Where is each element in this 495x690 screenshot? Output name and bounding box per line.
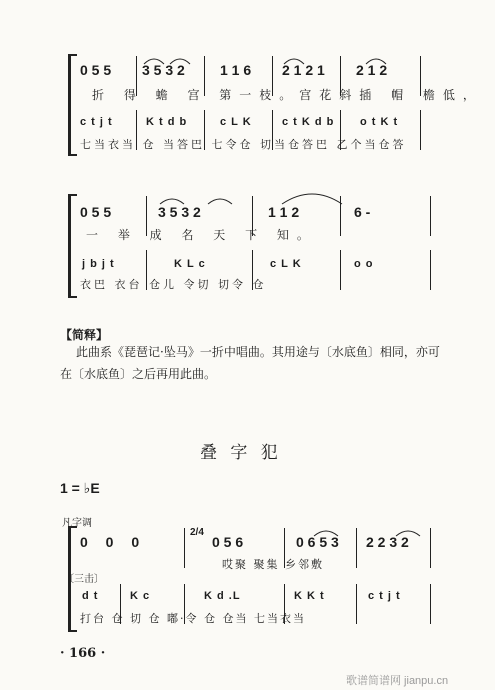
note-measure-1: 0 0 0 [80, 534, 140, 550]
annotation-body-line-2: 在〔水底鱼〕之后再用此曲。 [60, 367, 217, 381]
system-brace [68, 194, 77, 298]
annotation-title: 【简释】 [60, 328, 109, 342]
lyrics-line-1: 折 得 蟾 宫 第一枝。宫花斜插 帽 檐低， [92, 88, 483, 102]
perc-measure-4: K K t [294, 590, 325, 602]
note-measure-3: 0 6 5 3 [296, 534, 339, 550]
perc-labels-line-3: 打台 仓 切 仓 嘟·令 仓 仓当 七当衣当 [80, 612, 306, 625]
key-signature: 1 = ♭E [60, 480, 100, 496]
note-measure-2: 3 5 3 2 [158, 204, 201, 220]
perc-measure-4: o o [354, 258, 374, 270]
perc-measure-1: c t j t [80, 116, 113, 128]
perc-measure-1: j b j t [82, 258, 115, 270]
perc-measure-4: c t K d b [282, 116, 335, 128]
annotation-body-line-1: 此曲系《琵琶记·坠马》一折中唱曲。其用途与〔水底鱼〕相同，亦可 [76, 345, 440, 359]
perc-measure-3: K d .L [204, 590, 241, 602]
perc-measure-2: K t d b [146, 116, 188, 128]
note-measure-3: 1 1 6 [220, 62, 252, 78]
bar-line [340, 250, 341, 290]
bar-line [356, 584, 357, 624]
lyrics-line-3: 哎聚 聚集 乡邻敷 [222, 558, 324, 571]
page-number: · 166 · [60, 646, 106, 661]
note-measure-1: 0 5 5 [80, 62, 112, 78]
perc-measure-2: K L c [174, 258, 206, 270]
perc-measure-3: c L K [270, 258, 302, 270]
system-brace [68, 54, 77, 156]
bar-line [430, 584, 431, 624]
note-measure-4: 2 1 2 1 [282, 62, 325, 78]
bar-line [430, 196, 431, 236]
note-measure-1: 0 5 5 [80, 204, 112, 220]
note-measure-4: 2 2 3 2 [366, 534, 409, 550]
perc-measure-1: d t [82, 590, 99, 602]
perc-measure-3: c L K [220, 116, 252, 128]
bar-line [184, 528, 185, 568]
bar-line [430, 250, 431, 290]
note-measure-4: 6 - [354, 204, 371, 220]
watermark: 歌谱简谱网 jianpu.cn [346, 675, 449, 687]
section-title: 叠 字 犯 [200, 443, 282, 463]
perc-labels-line-1: 七当衣当 仓 当答巴 七令仓 切当仓答巴 乙个当仓答 [80, 138, 407, 151]
perc-measure-5: c t j t [368, 590, 401, 602]
perc-labels-line-2: 衣巴 衣台 仓儿 令切 切令 仓 [80, 278, 267, 291]
note-measure-2: 3 5 3 2 [142, 62, 185, 78]
mode-label: 凡字调 [62, 518, 92, 529]
bar-line [420, 110, 421, 150]
note-measure-5: 2 1 2 [356, 62, 388, 78]
lyrics-line-2: 一 举 成 名 天 下 知。 [86, 228, 317, 242]
time-signature: 2/4 [190, 527, 204, 538]
perc-intro-label: 〔三击〕 [64, 574, 104, 585]
perc-measure-2: K c [130, 590, 151, 602]
note-measure-3: 1 1 2 [268, 204, 300, 220]
perc-measure-5: o t K t [360, 116, 399, 128]
bar-line [430, 528, 431, 568]
note-measure-2: 0 5 6 [212, 534, 244, 550]
slur-marks [300, 524, 430, 538]
